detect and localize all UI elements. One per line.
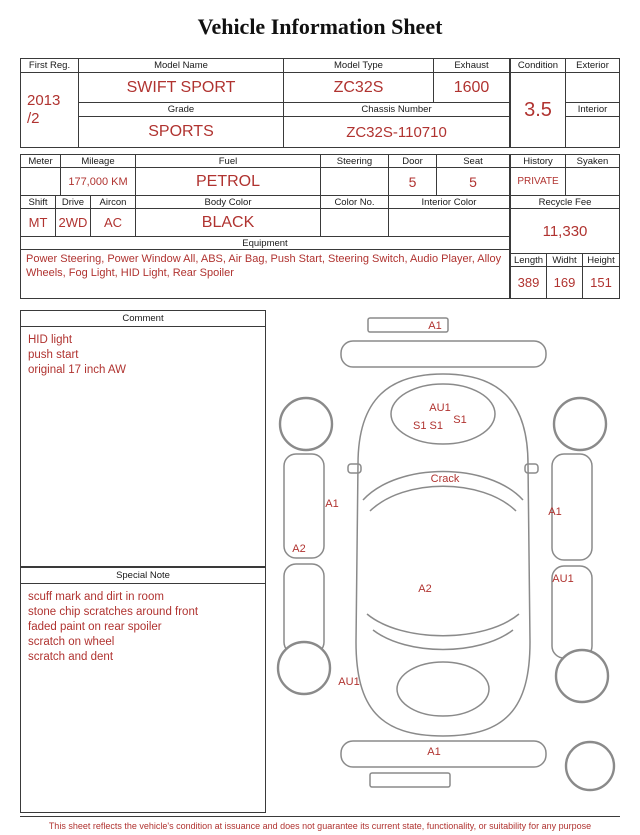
damage-label-roof: A2 xyxy=(418,583,432,595)
front-left-wheel xyxy=(280,398,332,450)
door-value: 5 xyxy=(389,168,437,196)
exhaust-value: 1600 xyxy=(434,73,509,103)
car-top-view-drawing xyxy=(268,312,634,812)
comment-header: Comment xyxy=(21,311,265,327)
rear-right-wheel xyxy=(556,650,608,702)
drive-value: 2WD xyxy=(56,209,91,237)
comment-body xyxy=(21,327,265,384)
grade-label: Grade xyxy=(79,103,284,117)
condition-label: Condition xyxy=(511,59,566,73)
color-no-label: Color No. xyxy=(321,196,389,209)
chassis-number-value: ZC32S-110710 xyxy=(346,123,447,141)
mileage-value: 177,000 KM xyxy=(61,168,136,196)
rear-bumper-shape xyxy=(341,741,546,767)
exhaust-label: Exhaust xyxy=(434,59,509,73)
first-reg-month: /2 xyxy=(27,110,40,127)
exterior-label: Exterior xyxy=(566,59,619,73)
fuel-label: Fuel xyxy=(136,155,321,168)
special-note-line: scuff mark and dirt in room xyxy=(28,591,164,603)
aircon-value: AC xyxy=(91,209,136,237)
width-label: Widht xyxy=(547,254,583,267)
registration-table xyxy=(20,58,510,148)
damage-label-s1: S1 xyxy=(453,414,467,426)
special-note-body xyxy=(21,584,265,671)
syaken-value xyxy=(566,168,619,196)
special-note-header: Special Note xyxy=(21,568,265,584)
interior-color-value xyxy=(389,209,509,237)
first-reg-value xyxy=(21,73,79,147)
right-mirror-shape xyxy=(525,464,538,473)
meter-label: Meter xyxy=(21,155,61,168)
special-note-line: faded paint on rear spoiler xyxy=(28,620,162,633)
interior-label: Interior xyxy=(566,103,619,117)
special-note-line: stone chip scratches around front xyxy=(28,605,199,618)
damage-label-right-door: AU1 xyxy=(552,573,574,585)
spec-table xyxy=(20,154,510,299)
seat-value: 5 xyxy=(437,168,509,196)
damage-label-front: A1 xyxy=(428,320,442,332)
front-bumper-shape xyxy=(341,341,546,367)
steering-label: Steering xyxy=(321,155,389,168)
damage-label-left-door: A2 xyxy=(292,543,306,555)
condition-score: 3.5 xyxy=(511,73,566,147)
history-value: PRIVATE xyxy=(511,168,566,196)
model-name-label: Model Name xyxy=(79,59,284,73)
car-body-outline xyxy=(356,374,530,736)
door-label: Door xyxy=(389,155,437,168)
left-mirror-shape xyxy=(348,464,361,473)
seat-label: Seat xyxy=(437,155,509,168)
left-rear-side-panel xyxy=(284,564,324,654)
aircon-label: Aircon xyxy=(91,196,136,209)
height-label: Height xyxy=(583,254,619,267)
chassis-number-label: Chassis Number xyxy=(284,103,509,117)
interior-value xyxy=(566,117,619,147)
damage-label-right-front: A1 xyxy=(548,506,562,518)
damage-label-bonnet: AU1 xyxy=(429,402,451,414)
bonnet-shape xyxy=(391,384,495,444)
trunk-shape xyxy=(397,662,489,716)
special-note-line: scratch on wheel xyxy=(28,635,115,648)
model-type-value: ZC32S xyxy=(284,73,434,103)
drive-label: Drive xyxy=(56,196,91,209)
page-title: Vehicle Information Sheet xyxy=(197,14,443,39)
equipment-label: Equipment xyxy=(21,237,509,250)
damage-label-windshield-crack: Crack xyxy=(430,473,460,485)
rear-window-shape xyxy=(367,614,519,636)
shift-value: MT xyxy=(21,209,56,237)
model-type-label: Model Type xyxy=(284,59,434,73)
damage-label-left-front: A1 xyxy=(325,498,339,510)
comment-box xyxy=(20,310,266,567)
shift-label: Shift xyxy=(21,196,56,209)
model-name-value: SWIFT SPORT xyxy=(79,73,284,103)
first-reg-year: 2013 xyxy=(27,92,61,109)
damage-label-rear-left: AU1 xyxy=(338,676,360,688)
car-damage-diagram xyxy=(268,312,634,812)
rear-plate-shape xyxy=(370,773,450,787)
mileage-label: Mileage xyxy=(61,155,136,168)
history-table xyxy=(510,154,620,299)
damage-label-s1-group: S1 S1 xyxy=(413,420,443,432)
history-label: History xyxy=(511,155,566,168)
length-value: 389 xyxy=(511,267,547,298)
body-color-label: Body Color xyxy=(136,196,321,209)
front-right-wheel xyxy=(554,398,606,450)
fuel-value: PETROL xyxy=(136,168,321,196)
meter-value xyxy=(21,168,61,196)
recycle-fee-value: 11,330 xyxy=(511,209,619,254)
special-note-box xyxy=(20,567,266,813)
comment-line: push start xyxy=(28,348,79,361)
color-no-value xyxy=(321,209,389,237)
comment-line: original 17 inch AW xyxy=(28,363,127,376)
spare-wheel xyxy=(566,742,614,790)
length-label: Length xyxy=(511,254,547,267)
syaken-label: Syaken xyxy=(566,155,619,168)
exterior-value xyxy=(566,73,619,103)
damage-label-rear-bumper: A1 xyxy=(427,746,441,758)
rear-left-wheel xyxy=(278,642,330,694)
disclaimer-text: This sheet reflects the vehicle's condition at issuance and does not guarantee its current state, functionality, or suitability for any purpose xyxy=(20,816,620,831)
special-note-line: scratch and dent xyxy=(28,650,114,663)
condition-table xyxy=(510,58,620,148)
first-reg-label: First Reg. xyxy=(21,59,79,73)
grade-value: SPORTS xyxy=(79,117,284,147)
equipment-value: Power Steering, Power Window All, ABS, Air Bag, Push Start, Steering Switch, Audio Player, Alloy Wheels, Fog Light, HID Light, Rear Spoiler xyxy=(26,253,502,279)
height-value: 151 xyxy=(590,275,612,290)
recycle-fee-label: Recycle Fee xyxy=(511,196,619,209)
windshield-inner-line xyxy=(370,486,516,511)
steering-value xyxy=(321,168,389,196)
rear-window-inner-line xyxy=(373,630,513,650)
interior-color-label: Interior Color xyxy=(389,196,509,209)
comment-line: HID light xyxy=(28,334,73,346)
body-color-value: BLACK xyxy=(136,209,321,237)
width-value: 169 xyxy=(547,267,583,298)
